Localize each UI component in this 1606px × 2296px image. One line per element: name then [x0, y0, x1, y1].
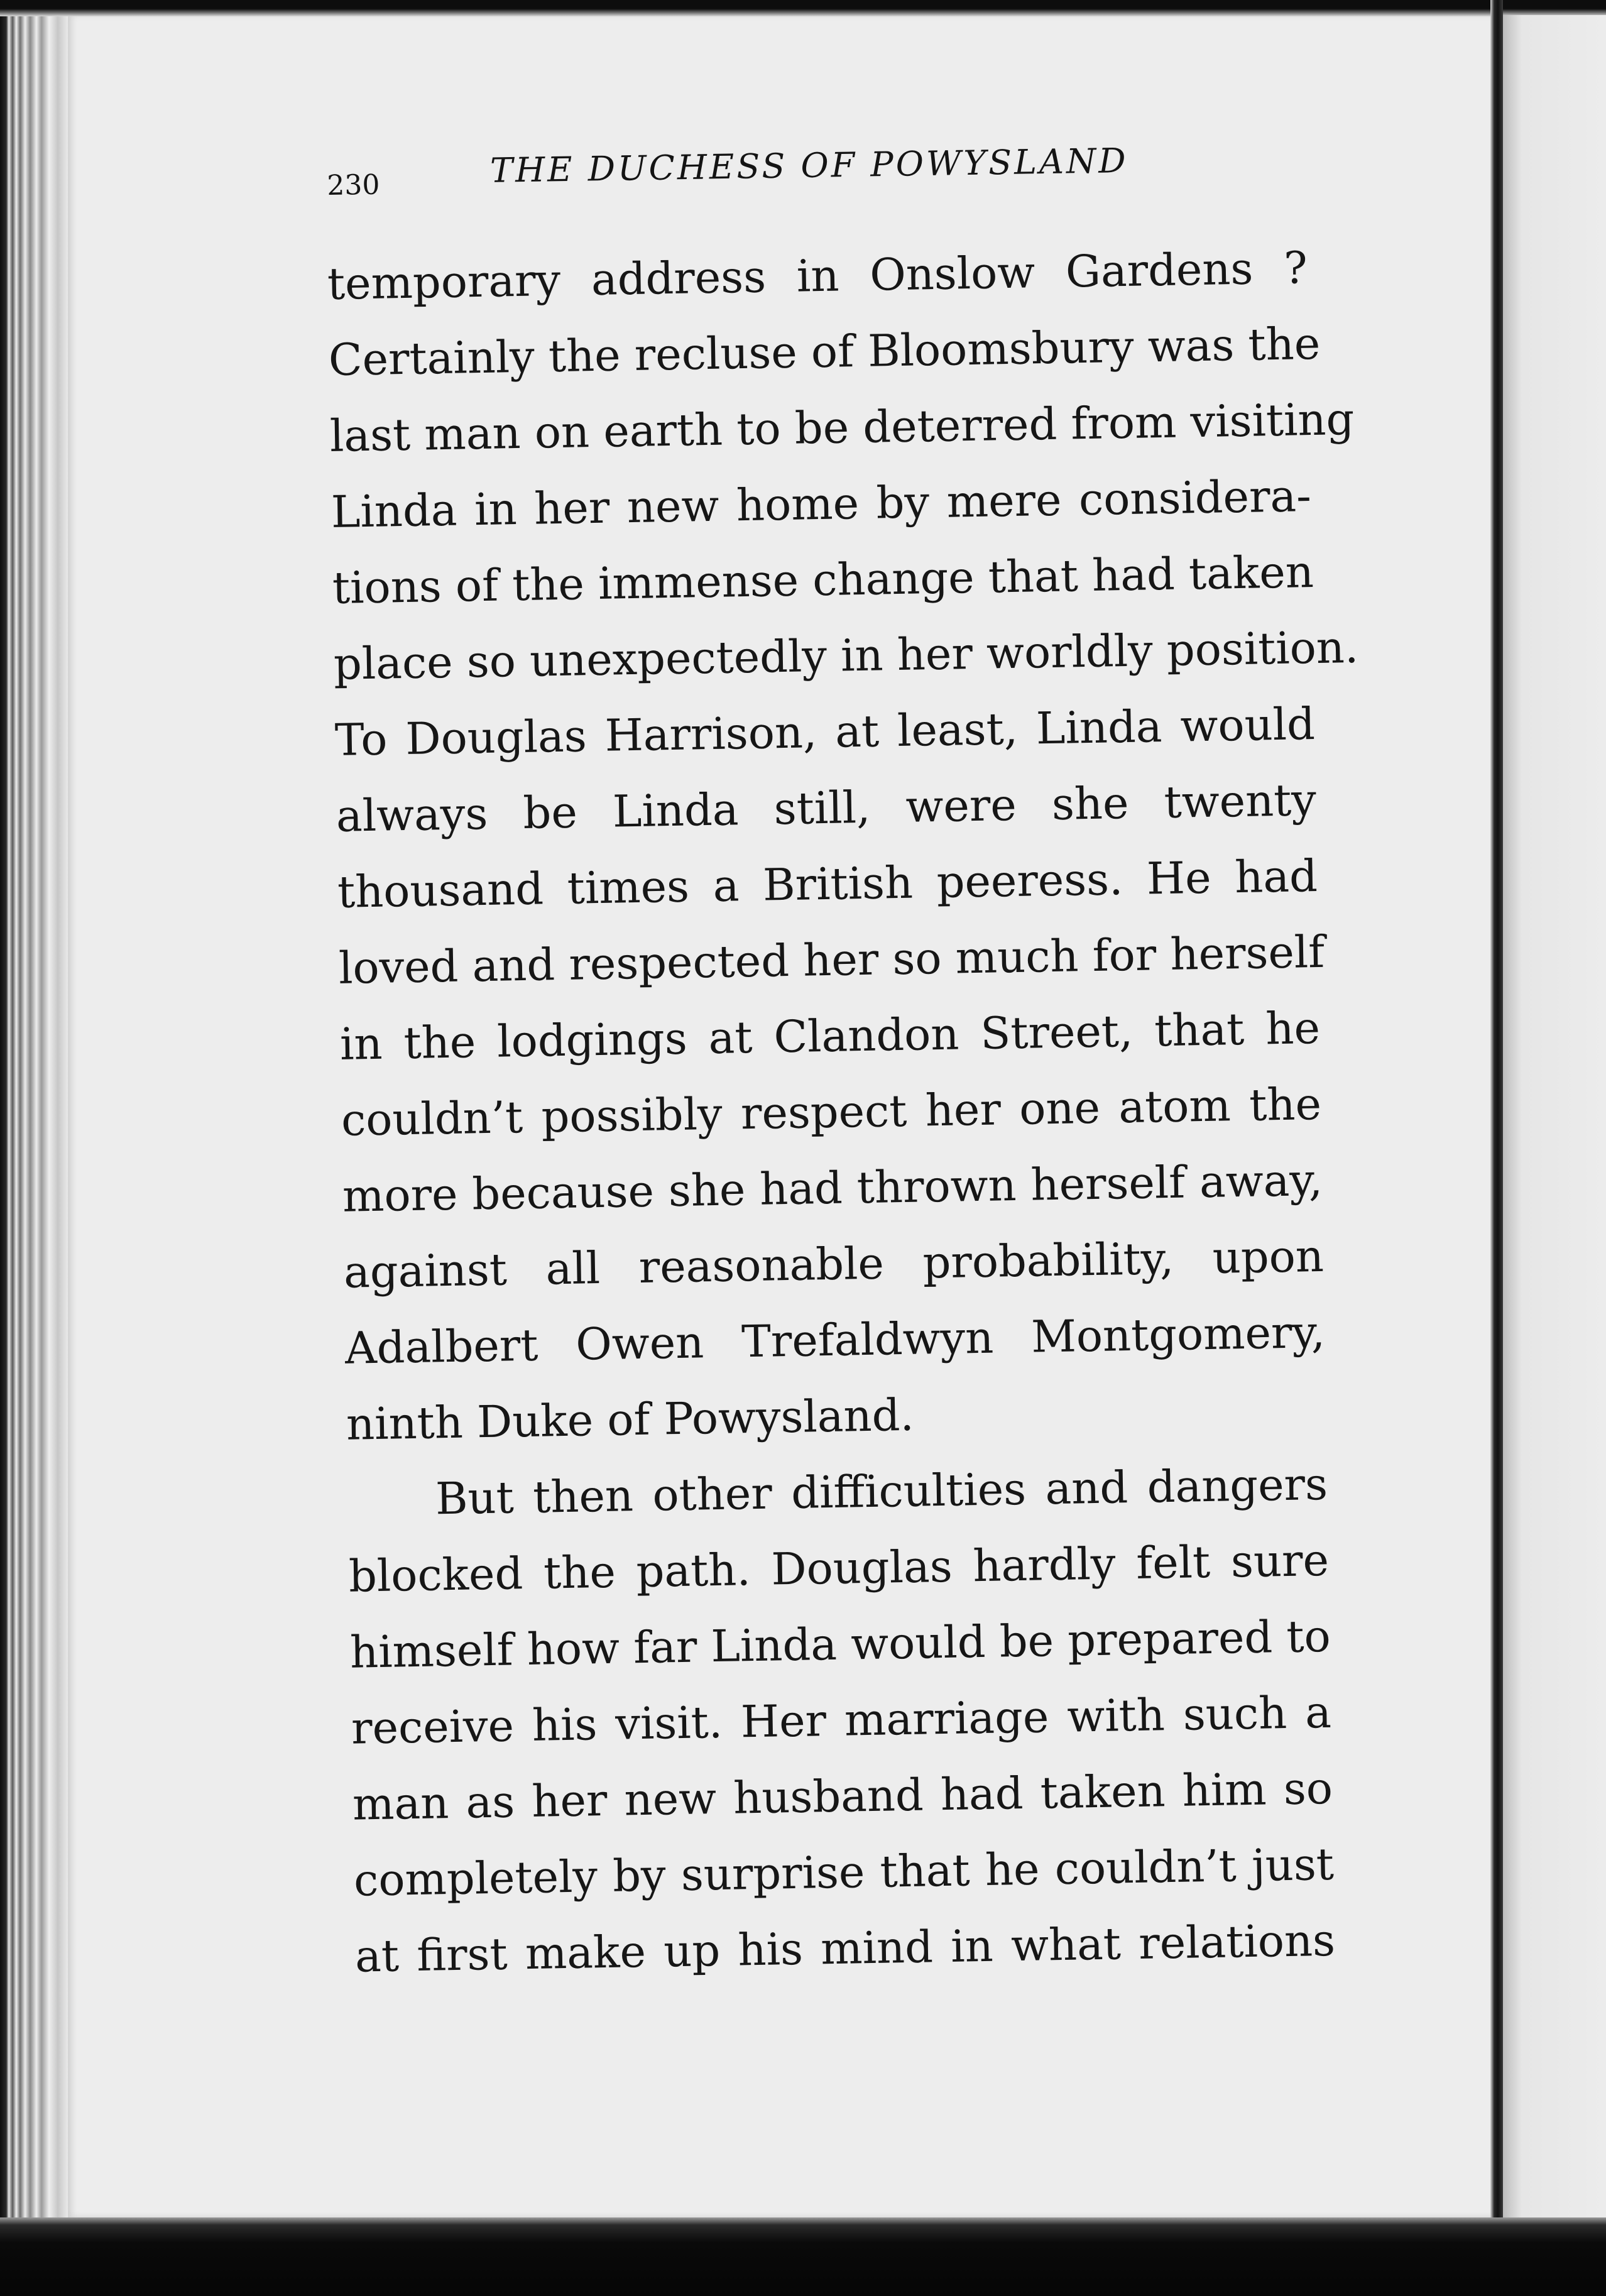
- page-number: 230: [326, 168, 380, 202]
- text-line: blocked the path. Douglas hardly felt sure: [348, 1534, 1330, 1602]
- facing-page-edge: [1503, 15, 1606, 2217]
- body-text: [327, 230, 1359, 1994]
- text-line: man as her new husband had taken him so: [352, 1762, 1333, 1830]
- text-line: thousand times a British peeress. He had: [337, 850, 1318, 918]
- text-line: But then other difficulties and dangers: [435, 1458, 1328, 1525]
- text-line: in the lodgings at Clandon Street, that he: [339, 1002, 1321, 1070]
- book-spine-edge: [0, 0, 69, 2296]
- page-top-edge: [0, 0, 1606, 16]
- text-line: completely by surprise that he couldn’t just: [353, 1838, 1335, 1906]
- text-line: more because she had thrown herself away,: [342, 1154, 1323, 1222]
- text-line: at first make up his mind in what relations: [354, 1914, 1336, 1982]
- text-line: place so unexpectedly in her worldly position.: [333, 621, 1359, 690]
- text-line: ninth Duke of Powysland.: [346, 1389, 915, 1450]
- paragraph: [327, 230, 1359, 1463]
- text-line: Adalbert Owen Trefaldwyn Montgomery,: [344, 1306, 1326, 1374]
- text-line: loved and respected her so much for herself: [338, 926, 1325, 994]
- paragraph: [347, 1446, 1336, 1995]
- text-line: last man on earth to be deterred from visiting: [329, 393, 1355, 462]
- text-line: temporary address in Onslow Gardens ?: [327, 242, 1308, 310]
- text-line: Certainly the recluse of Bloomsbury was the: [328, 317, 1321, 386]
- text-line: receive his visit. Her marriage with such a: [351, 1686, 1332, 1754]
- text-line: To Douglas Harrison, at least, Linda would: [334, 698, 1316, 766]
- text-line: himself how far Linda would be prepared to: [349, 1610, 1331, 1678]
- text-line: always be Linda still, were she twenty: [336, 774, 1317, 842]
- text-line: couldn’t possibly respect her one atom the: [341, 1078, 1322, 1146]
- page-bottom-edge: [0, 2217, 1606, 2296]
- text-line: Linda in her new home by mere considera-: [330, 470, 1312, 538]
- book-gutter: [1490, 0, 1503, 2296]
- running-title: THE DUCHESS OF POWYSLAND: [489, 140, 1128, 190]
- text-line: against all reasonable probability, upon: [343, 1230, 1325, 1298]
- text-line: tions of the immense change that had taken: [332, 546, 1314, 614]
